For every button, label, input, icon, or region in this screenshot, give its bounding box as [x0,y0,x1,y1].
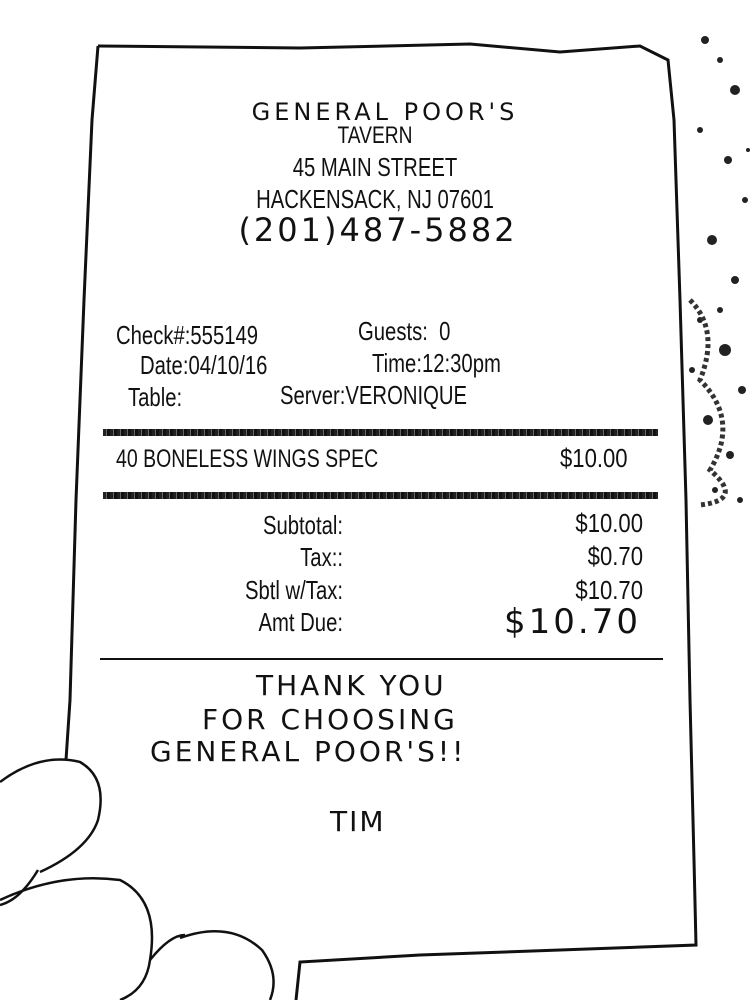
texture-patch [690,300,725,505]
subtotal-label: Subtotal: [262,510,343,540]
subtotal-with-tax-value: $10.70 [575,575,643,605]
guests-count: Guests: 0 [358,316,451,346]
signature: TIM [330,805,386,838]
amount-due-value: $10.70 [504,602,641,642]
divider-line [100,658,663,660]
hand-outline [0,760,274,1000]
thanks-line-1: THANK YOU [256,669,447,702]
table-label: Table: [128,382,183,412]
amount-due-label: Amt Due: [258,607,343,637]
separator-band-top [103,429,658,436]
check-date: Date:04/10/16 [140,350,268,380]
address-line: 45 MAIN STREET [292,152,458,182]
subtotal-value: $10.00 [575,508,643,538]
phone-number: (201)487-5882 [238,211,518,249]
line-item-description: 40 BONELESS WINGS SPEC [116,445,379,473]
tax-value: $0.70 [587,541,643,571]
subtotal-with-tax-label: Sbtl w/Tax: [244,575,343,605]
thanks-line-3: GENERAL POOR'S!! [150,735,467,768]
restaurant-subtitle: TAVERN [337,122,413,149]
line-item-price: $10.00 [560,443,628,473]
thanks-line-2: FOR CHOOSING [202,703,458,736]
restaurant-name: GENERAL POOR'S [251,98,519,126]
check-time: Time:12:30pm [372,348,501,378]
check-number: Check#:555149 [116,320,259,350]
server-name: Server:VERONIQUE [280,380,468,410]
separator-band-bottom [103,492,658,499]
tax-label: Tax:: [300,542,343,572]
city-line: HACKENSACK, NJ 07601 [256,184,494,214]
